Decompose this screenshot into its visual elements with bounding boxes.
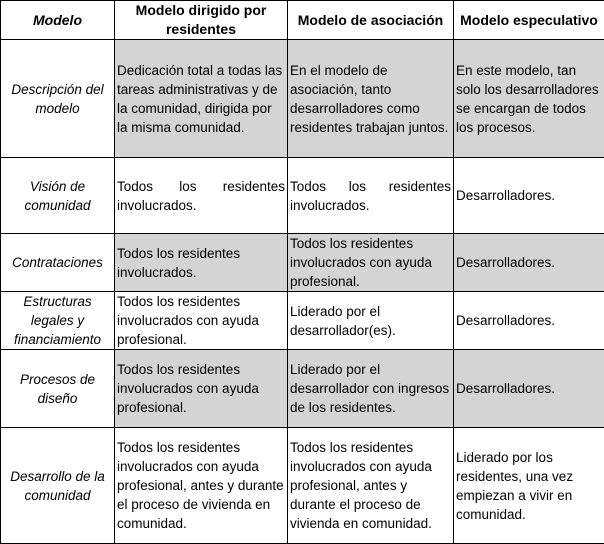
table-cell: Todos los residentes involucrados. bbox=[115, 234, 288, 292]
row-label: Procesos de diseño bbox=[1, 350, 115, 428]
row-label: Estructuras legales y financiamiento bbox=[1, 292, 115, 350]
header-model: Modelo bbox=[1, 1, 115, 40]
header-row bbox=[1, 1, 604, 40]
table-cell: Liderado por el desarrollador(es). bbox=[288, 292, 454, 350]
table-cell: Desarrolladores. bbox=[454, 234, 604, 292]
table-cell: Dedicación total a todas las tareas administrativas y de la comunidad, dirigida por la misma comunidad. bbox=[115, 40, 288, 158]
row-label: Descripción del modelo bbox=[1, 40, 115, 158]
table-cell: Todos los residentes involucrados con ayuda profesional. bbox=[115, 292, 288, 350]
row-label: Visión de comunidad bbox=[1, 158, 115, 234]
row-label: Desarrollo de la comunidad bbox=[1, 428, 115, 544]
table-cell: Todos los residentes involucrados. bbox=[115, 158, 288, 234]
table-row bbox=[1, 350, 604, 428]
table-cell: Todos los residentes involucrados con ayuda profesional. bbox=[288, 234, 454, 292]
table-cell: Desarrolladores. bbox=[454, 158, 604, 234]
header-resident-led: Modelo dirigido por residentes bbox=[115, 1, 288, 40]
table-cell: Todos los residentes involucrados con ayuda profesional, antes y durante el proceso de vivienda en comunidad. bbox=[115, 428, 288, 544]
table-cell: Desarrolladores. bbox=[454, 292, 604, 350]
table-cell: Todos los residentes involucrados con ayuda profesional. bbox=[115, 350, 288, 428]
table-cell: Todos los residentes involucrados con ayuda profesional, antes y durante el proceso de vivienda en comunidad. bbox=[288, 428, 454, 544]
header-partnership: Modelo de asociación bbox=[288, 1, 454, 40]
header-speculative: Modelo especulativo bbox=[454, 1, 604, 40]
table-cell: Liderado por el desarrollador con ingresos de los residentes. bbox=[288, 350, 454, 428]
table-cell: En este modelo, tan solo los desarrolladores se encargan de todos los procesos. bbox=[454, 40, 604, 158]
table-row bbox=[1, 158, 604, 234]
table-row bbox=[1, 234, 604, 292]
table-cell: Liderado por los residentes, una vez empiezan a vivir en comunidad. bbox=[454, 428, 604, 544]
table-cell: Todos los residentes involucrados. bbox=[288, 158, 454, 234]
table-cell: Desarrolladores. bbox=[454, 350, 604, 428]
table-row bbox=[1, 428, 604, 544]
row-label: Contrataciones bbox=[1, 234, 115, 292]
table-cell: En el modelo de asociación, tanto desarrolladores como residentes trabajan juntos. bbox=[288, 40, 454, 158]
table-row bbox=[1, 292, 604, 350]
table-row bbox=[1, 40, 604, 158]
